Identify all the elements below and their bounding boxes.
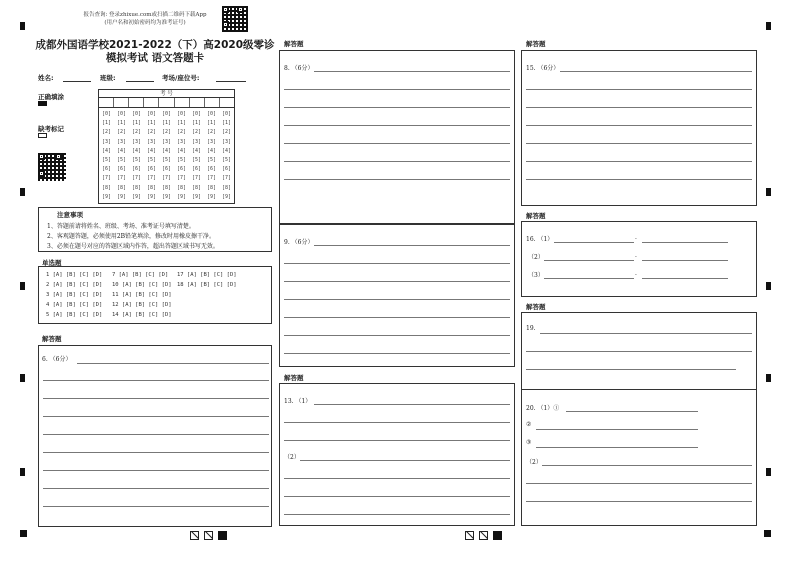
digit-bubble[interactable]: [8]: [161, 184, 172, 191]
answer-section-title: 解答题: [284, 374, 304, 382]
digit-bubble[interactable]: [8]: [116, 184, 127, 191]
digit-bubble[interactable]: [6]: [101, 166, 112, 173]
digit-bubble[interactable]: [0]: [146, 111, 157, 117]
q13-part1-label: 13. （1）: [284, 398, 312, 405]
q16-part3-separator: .: [635, 270, 637, 277]
digit-bubble[interactable]: [4]: [161, 147, 172, 154]
digit-bubble[interactable]: [4]: [131, 147, 142, 154]
mc-question-options[interactable]: 1 [A] [B] [C] [D]: [46, 272, 103, 278]
digit-bubble[interactable]: [5]: [161, 157, 172, 164]
digit-bubble[interactable]: [8]: [176, 184, 187, 191]
digit-bubble[interactable]: [7]: [101, 175, 112, 182]
digit-bubble[interactable]: [6]: [206, 166, 217, 173]
digit-bubble[interactable]: [6]: [191, 166, 202, 173]
class-label: 班级:: [100, 74, 116, 82]
digit-bubble[interactable]: [5]: [206, 157, 217, 164]
digit-bubble[interactable]: [5]: [146, 157, 157, 164]
digit-bubble[interactable]: [9]: [116, 193, 127, 200]
digit-bubble[interactable]: [9]: [131, 193, 142, 200]
answer-section-title: 解答题: [284, 40, 304, 48]
page-mark-filled: [218, 531, 227, 540]
digit-bubble[interactable]: [1]: [221, 120, 232, 127]
mc-question-options[interactable]: 2 [A] [B] [C] [D]: [46, 282, 103, 288]
digit-bubble[interactable]: [7]: [176, 175, 187, 182]
fill-example-mark: [38, 101, 47, 106]
digit-bubble[interactable]: [5]: [131, 157, 142, 164]
q16-panel[interactable]: [521, 221, 757, 297]
q6-label: 6. （6分）: [42, 356, 72, 363]
student-number-column[interactable]: [114, 110, 129, 202]
digit-bubble[interactable]: [9]: [206, 193, 217, 200]
timing-mark: [766, 282, 771, 290]
digit-bubble[interactable]: [3]: [101, 138, 112, 145]
mc-question-options[interactable]: 17 [A] [B] [C] [D]: [177, 272, 237, 278]
digit-bubble[interactable]: [0]: [116, 111, 127, 117]
digit-bubble[interactable]: [6]: [176, 166, 187, 173]
q20-item2-label: ②: [526, 421, 532, 428]
digit-bubble[interactable]: [9]: [191, 193, 202, 200]
q8-panel[interactable]: [279, 50, 515, 224]
digit-bubble[interactable]: [6]: [116, 166, 127, 173]
timing-mark: [20, 468, 25, 476]
digit-bubble[interactable]: [4]: [176, 147, 187, 154]
timing-mark: [20, 188, 25, 196]
digit-bubble[interactable]: [3]: [191, 138, 202, 145]
digit-bubble[interactable]: [6]: [146, 166, 157, 173]
notice-item-2: 2、客观题答题，必须使用2B铅笔填涂，修改时用橡皮擦干净。: [47, 233, 216, 240]
student-number-column[interactable]: [99, 110, 114, 202]
mc-question-options[interactable]: 14 [A] [B] [C] [D]: [112, 312, 172, 318]
answer-section-title: 解答题: [526, 212, 546, 220]
timing-mark: [20, 22, 25, 30]
q8-label: 8. （6分）: [284, 65, 314, 72]
digit-bubble[interactable]: [1]: [191, 120, 202, 127]
q13-part2-label: （2）: [284, 454, 300, 461]
digit-bubble[interactable]: [8]: [131, 184, 142, 191]
answer-section-title: 解答题: [526, 40, 546, 48]
q13-panel[interactable]: [279, 383, 515, 526]
digit-bubble[interactable]: [5]: [221, 157, 232, 164]
digit-bubble[interactable]: [8]: [221, 184, 232, 191]
q16-part1-separator: .: [635, 234, 637, 241]
digit-bubble[interactable]: [3]: [221, 138, 232, 145]
timing-mark: [766, 188, 771, 196]
mc-question-options[interactable]: 10 [A] [B] [C] [D]: [112, 282, 172, 288]
digit-bubble[interactable]: [6]: [221, 166, 232, 173]
timing-mark: [766, 374, 771, 382]
digit-bubble[interactable]: [8]: [101, 184, 112, 191]
digit-bubble[interactable]: [4]: [101, 147, 112, 154]
digit-bubble[interactable]: [1]: [116, 120, 127, 127]
digit-bubble[interactable]: [7]: [221, 175, 232, 182]
student-number-column[interactable]: [144, 110, 159, 202]
student-number-column[interactable]: [159, 110, 174, 202]
digit-bubble[interactable]: [7]: [116, 175, 127, 182]
digit-bubble[interactable]: [4]: [191, 147, 202, 154]
notice-item-3: 3、必须在题号对应的答题区域内作答，超出答题区域书写无效。: [47, 243, 219, 250]
student-number-entry-row[interactable]: [99, 98, 234, 108]
mc-section-title: 单选题: [42, 259, 62, 267]
digit-bubble[interactable]: [3]: [116, 138, 127, 145]
room-seat-field[interactable]: [216, 81, 246, 82]
student-qr-code: [38, 153, 66, 181]
digit-bubble[interactable]: [2]: [206, 129, 217, 136]
absent-mark-label: 缺考标记: [38, 125, 64, 133]
q15-panel[interactable]: [521, 50, 757, 206]
page-mark-crossed: [479, 531, 488, 540]
digit-bubble[interactable]: [9]: [146, 193, 157, 200]
digit-bubble[interactable]: [9]: [221, 193, 232, 200]
sheet-title-line2: 模拟考试 语文答题卡: [105, 52, 205, 64]
student-number-grid[interactable]: [98, 89, 235, 204]
timing-mark: [20, 282, 25, 290]
mc-question-options[interactable]: 18 [A] [B] [C] [D]: [177, 282, 237, 288]
digit-bubble[interactable]: [2]: [161, 129, 172, 136]
mc-question-options[interactable]: 3 [A] [B] [C] [D]: [46, 292, 103, 298]
digit-bubble[interactable]: [5]: [116, 157, 127, 164]
page-mark-crossed: [204, 531, 213, 540]
q19-20-panel[interactable]: [521, 312, 757, 526]
digit-bubble[interactable]: [5]: [176, 157, 187, 164]
digit-bubble[interactable]: [1]: [176, 120, 187, 127]
class-field[interactable]: [126, 81, 154, 82]
digit-bubble[interactable]: [0]: [191, 111, 202, 117]
digit-bubble[interactable]: [9]: [161, 193, 172, 200]
room-seat-label: 考场/座位号:: [162, 74, 200, 82]
digit-bubble[interactable]: [4]: [116, 147, 127, 154]
digit-bubble[interactable]: [3]: [161, 138, 172, 145]
page-mark-crossed: [465, 531, 474, 540]
name-label: 姓名:: [38, 74, 54, 82]
digit-bubble[interactable]: [2]: [131, 129, 142, 136]
q20-part1-label: 20. （1）①: [526, 405, 560, 412]
digit-bubble[interactable]: [1]: [161, 120, 172, 127]
student-number-column[interactable]: [174, 110, 189, 202]
name-field[interactable]: [63, 81, 91, 82]
digit-bubble[interactable]: [2]: [146, 129, 157, 136]
q19-label: 19.: [526, 325, 536, 332]
page-mark-crossed: [190, 531, 199, 540]
app-qr-code: [222, 6, 248, 32]
digit-bubble[interactable]: [5]: [191, 157, 202, 164]
student-number-digit-columns[interactable]: [99, 108, 234, 202]
digit-bubble[interactable]: [5]: [101, 157, 112, 164]
digit-bubble[interactable]: [3]: [206, 138, 217, 145]
report-notice-line2: (用户名和初始密码均为准考证号): [104, 20, 186, 26]
student-number-column[interactable]: [189, 110, 204, 202]
digit-bubble[interactable]: [8]: [191, 184, 202, 191]
notice-panel: [38, 207, 272, 252]
digit-bubble[interactable]: [4]: [206, 147, 217, 154]
fill-example-label: 正确填涂: [38, 93, 64, 101]
q9-label: 9. （6分）: [284, 239, 314, 246]
corner-mark: [20, 530, 27, 537]
digit-bubble[interactable]: [4]: [221, 147, 232, 154]
page-mark-filled: [493, 531, 502, 540]
mc-question-options[interactable]: 12 [A] [B] [C] [D]: [112, 302, 172, 308]
digit-bubble[interactable]: [7]: [131, 175, 142, 182]
notice-item-1: 1、答题前请将姓名、班级、考场、准考证号填写清楚。: [47, 223, 195, 230]
digit-bubble[interactable]: [8]: [206, 184, 217, 191]
digit-bubble[interactable]: [0]: [176, 111, 187, 117]
digit-bubble[interactable]: [4]: [146, 147, 157, 154]
q16-part2-label: （2）: [528, 254, 544, 261]
timing-mark: [20, 374, 25, 382]
timing-mark: [766, 22, 771, 30]
timing-mark: [766, 468, 771, 476]
notice-title: 注意事项: [57, 211, 83, 219]
digit-bubble[interactable]: [1]: [206, 120, 217, 127]
mc-question-options[interactable]: 4 [A] [B] [C] [D]: [46, 302, 103, 308]
digit-bubble[interactable]: [6]: [131, 166, 142, 173]
report-notice: [80, 11, 210, 27]
digit-bubble[interactable]: [7]: [161, 175, 172, 182]
digit-bubble[interactable]: [0]: [101, 111, 112, 117]
q9-panel[interactable]: [279, 224, 515, 367]
digit-bubble[interactable]: [2]: [101, 129, 112, 136]
digit-bubble[interactable]: [1]: [131, 120, 142, 127]
sheet-title-line1: 成都外国语学校2021-2022（下）高2020级零诊: [35, 39, 275, 51]
digit-bubble[interactable]: [0]: [206, 111, 217, 117]
digit-bubble[interactable]: [3]: [146, 138, 157, 145]
digit-bubble[interactable]: [8]: [146, 184, 157, 191]
student-number-column[interactable]: [219, 110, 234, 202]
student-number-column[interactable]: [129, 110, 144, 202]
digit-bubble[interactable]: [2]: [116, 129, 127, 136]
digit-bubble[interactable]: [9]: [101, 193, 112, 200]
digit-bubble[interactable]: [1]: [146, 120, 157, 127]
answer-section-title: 解答题: [526, 303, 546, 311]
digit-bubble[interactable]: [3]: [176, 138, 187, 145]
digit-bubble[interactable]: [6]: [161, 166, 172, 173]
digit-bubble[interactable]: [0]: [131, 111, 142, 117]
q15-label: 15. （6分）: [526, 65, 560, 72]
q6-panel[interactable]: [38, 345, 272, 527]
digit-bubble[interactable]: [3]: [131, 138, 142, 145]
digit-bubble[interactable]: [2]: [176, 129, 187, 136]
q16-part1-label: 16. （1）: [526, 236, 554, 243]
q20-part2-label: （2）: [526, 459, 542, 466]
digit-bubble[interactable]: [2]: [221, 129, 232, 136]
digit-bubble[interactable]: [9]: [176, 193, 187, 200]
student-number-column[interactable]: [204, 110, 219, 202]
digit-bubble[interactable]: [1]: [101, 120, 112, 127]
sheet-title: [30, 39, 280, 65]
mc-panel[interactable]: [38, 266, 272, 324]
corner-mark: [764, 530, 771, 537]
mc-question-options[interactable]: 11 [A] [B] [C] [D]: [112, 292, 172, 298]
answer-section-title: 解答题: [42, 335, 62, 343]
digit-bubble[interactable]: [2]: [191, 129, 202, 136]
digit-bubble[interactable]: [7]: [146, 175, 157, 182]
mc-question-options[interactable]: 5 [A] [B] [C] [D]: [46, 312, 103, 318]
absent-mark-box[interactable]: [38, 133, 47, 138]
student-number-header: 考 号: [99, 90, 234, 98]
q16-part3-label: （3）: [528, 272, 544, 279]
digit-bubble[interactable]: [0]: [221, 111, 232, 117]
digit-bubble[interactable]: [7]: [191, 175, 202, 182]
q16-part2-separator: .: [635, 252, 637, 259]
digit-bubble[interactable]: [0]: [161, 111, 172, 117]
digit-bubble[interactable]: [7]: [206, 175, 217, 182]
q20-item3-label: ③: [526, 439, 532, 446]
report-notice-line1: 报告查询: 登录zhixue.com或扫描二维码下载App: [83, 12, 207, 18]
mc-question-options[interactable]: 7 [A] [B] [C] [D]: [112, 272, 169, 278]
